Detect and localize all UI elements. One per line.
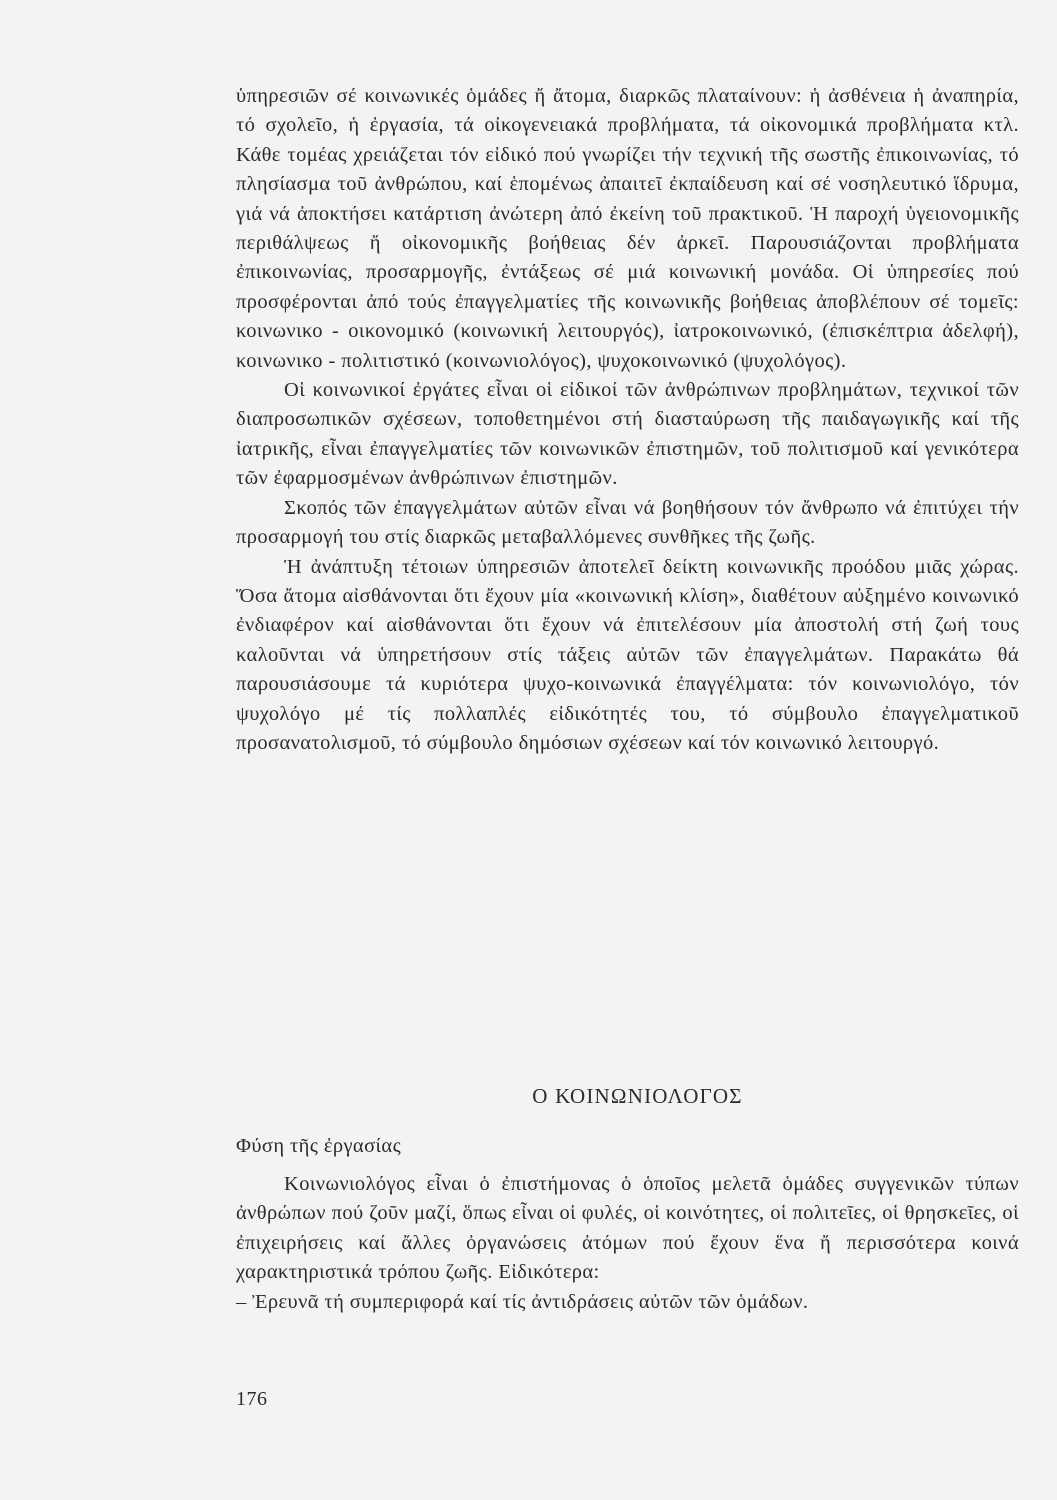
paragraph-development: Ἡ ἀνάπτυξη τέτοιων ὑπηρεσιῶν ἀποτελεῖ δείκτη κοινωνικῆς προόδου μιᾶς χώρας. Ὅσα ἄτομα αἰσθάνονται ὅτι ἔχουν μία «κοινωνική κλίση», διαθέτουν αὐξημένο κοινωνικό ἐνδιαφέρον καί αἰσθάνονται ὅτι ἔχουν νά ἐπιτελέσουν μία ἀποστολή στή ζωή τους καλοῦνται νά ὑπηρετήσουν στίς τάξεις αὐτῶν τῶν ἐπαγγελμάτων. Παρακάτω θά παρουσιάσουμε τά κυριότερα ψυχο-κοινωνικά ἐπαγγέλματα: τόν κοινωνιολόγο, τόν ψυχολόγο μέ τίς πολλαπλές εἰδικότητές του, τό σύμβουλο ἐπαγγελματικοῦ προσανατολισμοῦ, τό σύμβουλο δημόσιων σχέσεων καί τόν κοινωνικό λειτουργό.	[236, 555, 1019, 754]
paragraph-sociologist-definition: Κοινωνιολόγος εἶναι ὁ ἐπιστήμονας ὁ ὁποῖος μελετᾶ ὁμάδες συγγενικῶν τύπων ἀνθρώπων πού ζοῦν μαζί, ὅπως εἶναι οἱ φυλές, οἱ κοινότητες, οἱ πολιτεῖες, οἱ θρησκεῖες, οἱ ἐπιχειρήσεις καί ἄλλες ὀργανώσεις ἀτόμων πού ἔχουν ἕνα ἤ περισσότερα κοινά χαρακτηριστικά τρόπου ζωῆς. Εἰδικότερα:	[236, 1173, 1019, 1284]
section-title: Ο ΚΟΙΝΩΝΙΟΛΟΓΟΣ	[532, 1084, 743, 1108]
section-subheading: Φύση τῆς ἐργασίας	[236, 1135, 402, 1157]
paragraph-services-continued: ὑπηρεσιῶν σέ κοινωνικές ὁμάδες ἤ ἄτομα, διαρκῶς πλαταίνουν: ἡ ἀσθένεια ἡ ἀναπηρία, τό σχολεῖο, ἡ ἐργασία, τά οἰκογενειακά προβλήματα, τά οἰκονομικά προβλήματα κτλ. Κάθε τομέας χρειάζεται τόν εἰδικό πού γνωρίζει τήν τεχνική τῆς σωστῆς ἐπικοινωνίας, τό πλησίασμα τοῦ ἀνθρώπου, καί ἑπομένως ἀπαιτεῖ ἐκπαίδευση καί σέ νοσηλευτικό ἵδρυμα, γιά νά ἀποκτήσει κατάρτιση ἀνώτερη ἀπό ἐκείνη τοῦ πρακτικοῦ. Ἡ παροχή ὑγειονομικῆς περιθάλψεως ἤ οἰκονομικῆς βοήθειας δέν ἀρκεῖ. Παρουσιάζονται προβλήματα ἐπικοινωνίας, προσαρμογῆς, ἐντάξεως σέ μιά κοινωνική μονάδα. Οἱ ὑπηρεσίες πού προσφέρονται ἀπό τούς ἐπαγγελματίες τῆς κοινωνικῆς βοήθειας ἀποβλέπουν σέ τομεῖς: κοινωνικο - οικονομικό (κοινωνική λειτουργός), ἰατροκοινωνικό, (ἐπισκέπτρια ἀδελφή), κοινωνικο - πολιτιστικό (κοινωνιολόγος), ψυχοκοινωνικό (ψυχολόγος).	[236, 85, 1019, 372]
body-text-top	[236, 82, 1019, 758]
paragraph-social-workers: Οἱ κοινωνικοί ἐργάτες εἶναι οἱ εἰδικοί τῶν ἀνθρώπινων προβλημάτων, τεχνικοί τῶν διαπροσωπικῶν σχέσεων, τοποθετημένοι στή διασταύρωση τῆς παιδαγωγικῆς καί τῆς ἰατρικῆς, εἶναι ἐπαγγελματίες τῶν κοινωνικῶν ἐπιστημῶν, τοῦ πολιτισμοῦ καί γενικότερα τῶν ἐφαρμοσμένων ἀνθρώπινων ἐπιστημῶν.	[236, 379, 1019, 490]
body-text-bottom	[236, 1170, 1019, 1317]
paragraph-purpose: Σκοπός τῶν ἐπαγγελμάτων αὐτῶν εἶναι νά βοηθήσουν τόν ἄνθρωπο νά ἐπιτύχει τήν προσαρμογή του στίς διαρκῶς μεταβαλλόμενες συνθῆκες τῆς ζωῆς.	[236, 496, 1019, 549]
list-item: – Ἐρευνᾶ τή συμπεριφορά καί τίς ἀντιδράσεις αὐτῶν τῶν ὁμάδων.	[236, 1290, 809, 1313]
page-number: 176	[236, 1388, 268, 1410]
